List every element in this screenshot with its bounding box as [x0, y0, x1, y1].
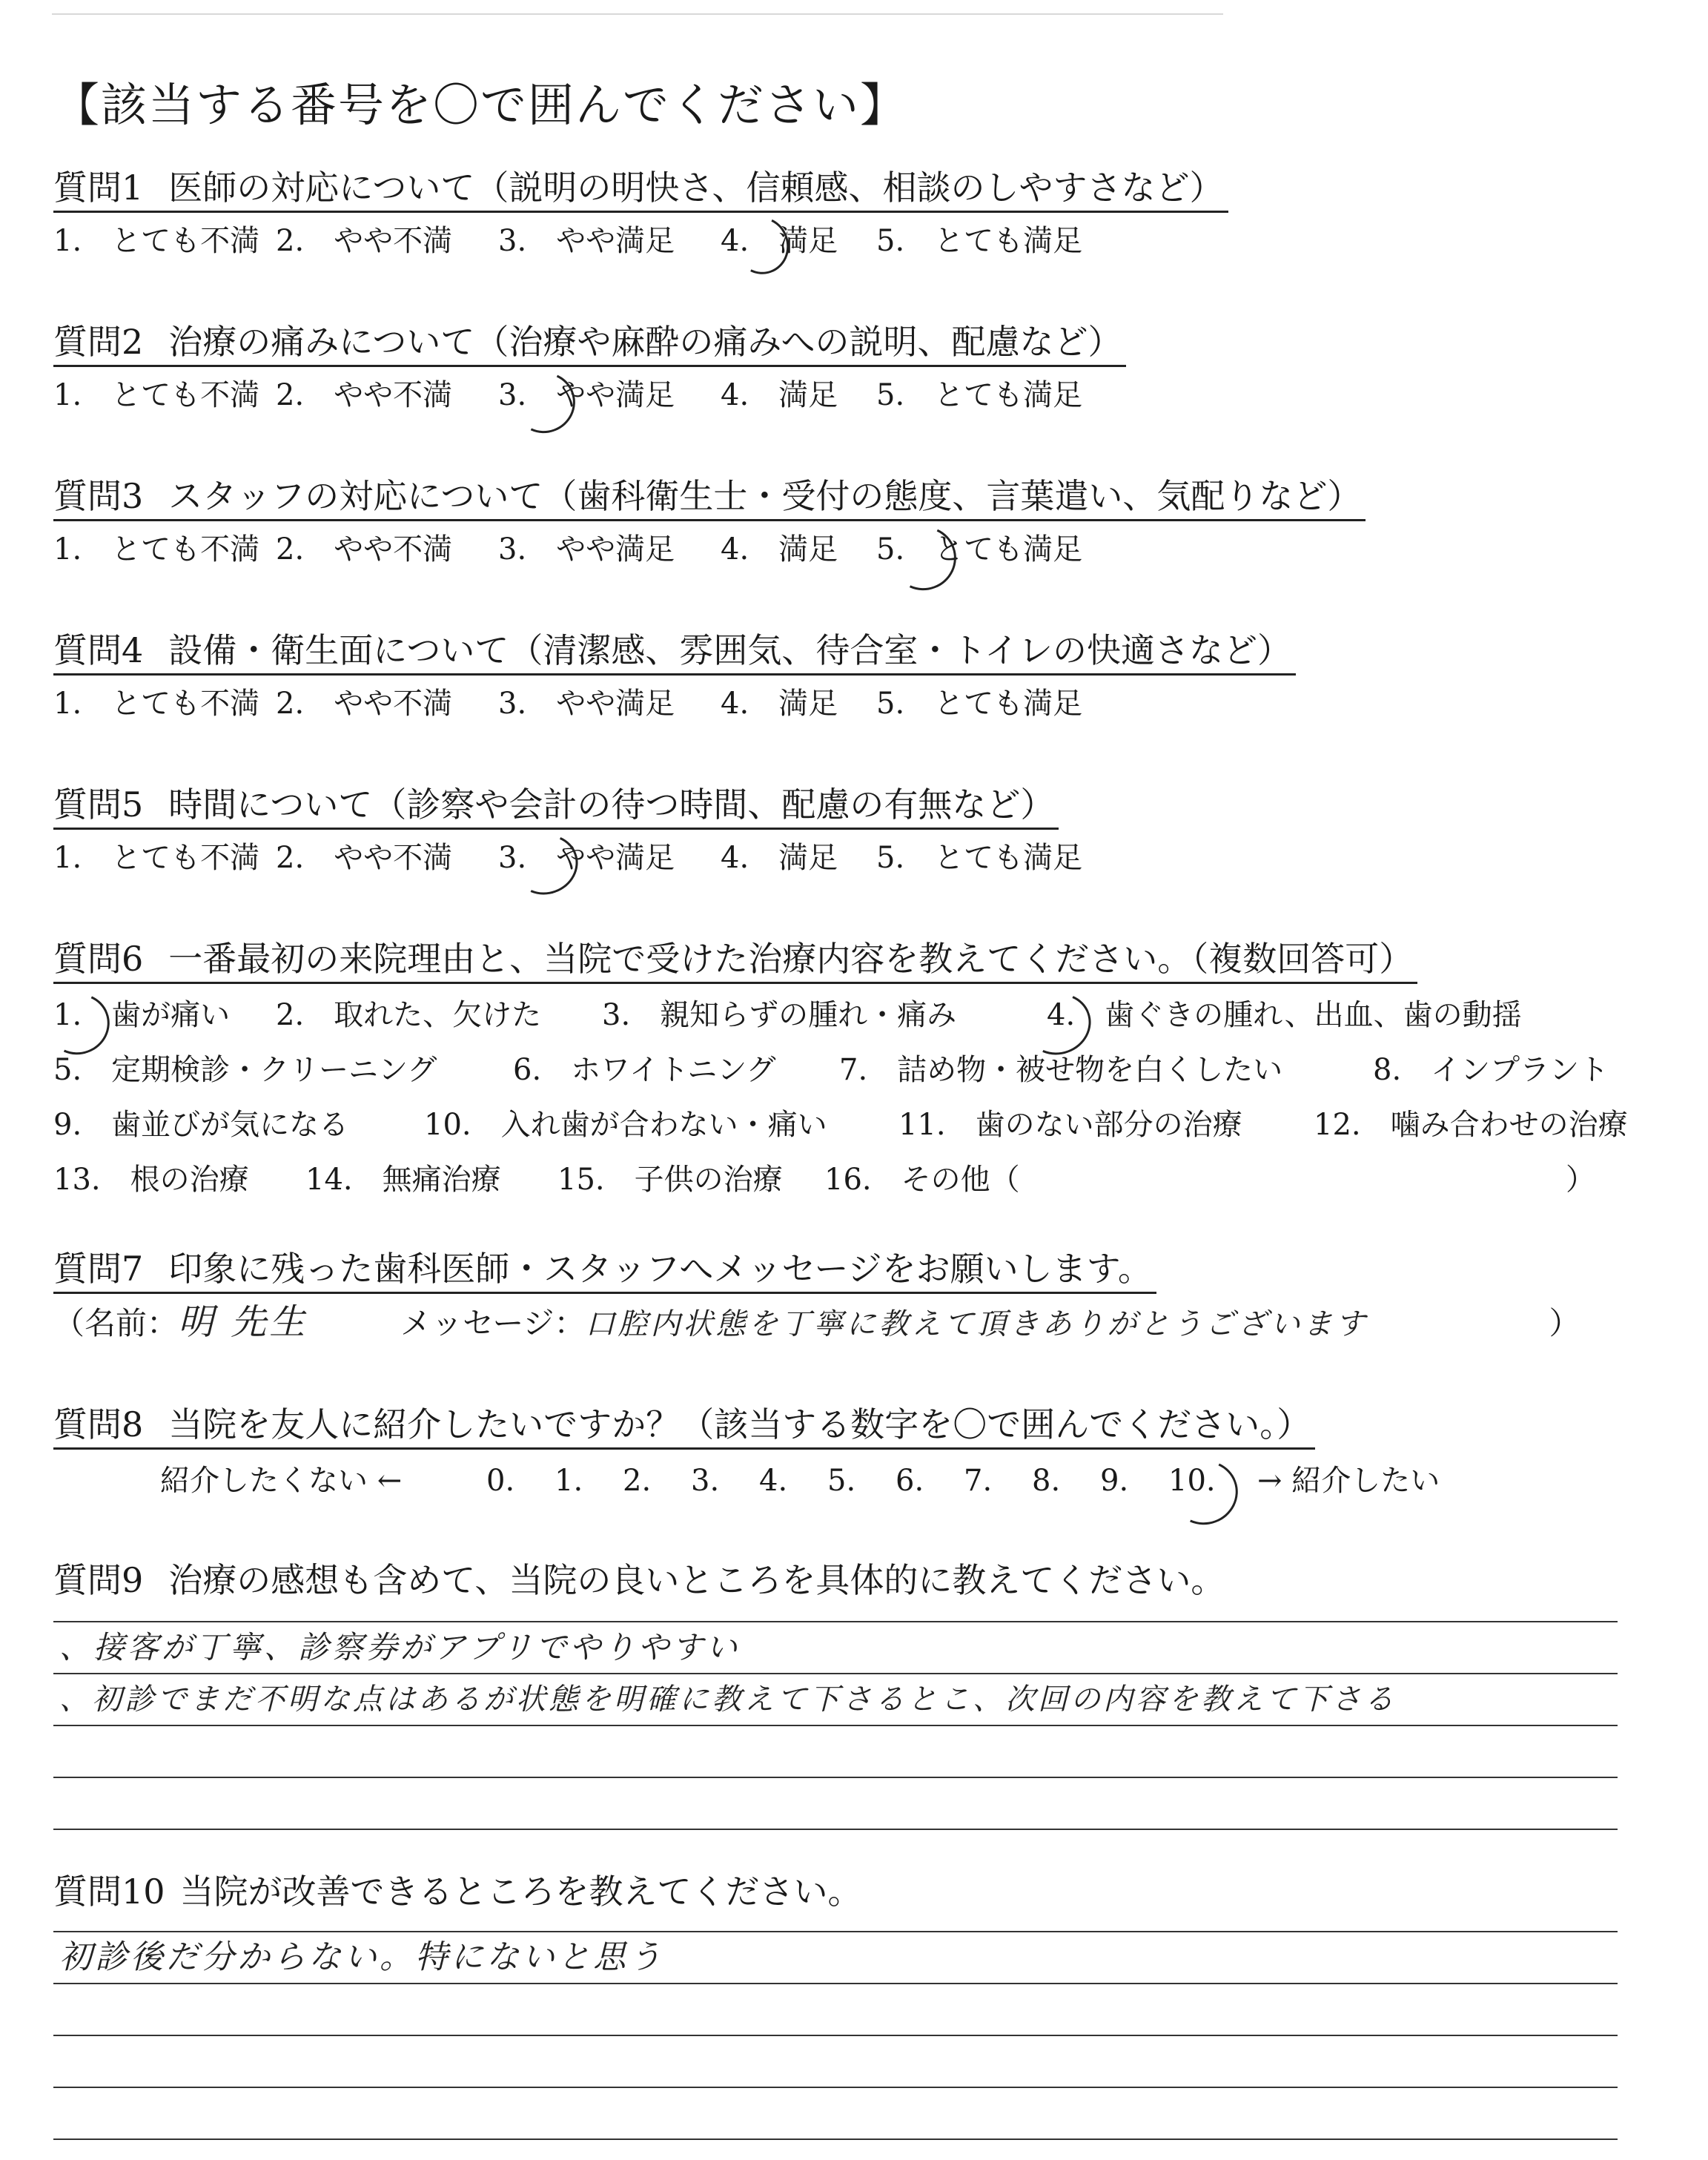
- question-5: [53, 782, 1082, 879]
- q8-scale-6[interactable]: 6.: [896, 1464, 924, 1498]
- question-7: [53, 1246, 1580, 1345]
- q8-scale-2[interactable]: 2.: [623, 1464, 652, 1498]
- q6-option-5[interactable]: 5. 定期検診・クリーニング: [53, 1053, 437, 1087]
- question-1-options: [53, 220, 1228, 262]
- q3-option-5-circled[interactable]: 5. とても満足: [876, 532, 1083, 567]
- q6-option-11[interactable]: 11. 歯のない部分の治療: [898, 1108, 1242, 1142]
- q6-option-7[interactable]: 7. 詰め物・被せ物を白くしたい: [839, 1053, 1283, 1087]
- question-8: [53, 1401, 1440, 1502]
- q6-option-6[interactable]: 6. ホワイトニング: [513, 1053, 776, 1087]
- q6-option-9[interactable]: 9. 歯並びが気になる: [53, 1108, 349, 1142]
- q6-option-12[interactable]: 12. 噛み合わせの治療: [1314, 1108, 1628, 1142]
- q4-option-5[interactable]: 5. とても満足: [876, 687, 1083, 721]
- question-6-title: [53, 936, 1417, 984]
- q1-option-4-circled[interactable]: 4. 満足: [721, 224, 838, 258]
- question-9-label: 質問9: [53, 1560, 144, 1600]
- question-9-title: [53, 1557, 1225, 1603]
- q3-option-2[interactable]: 2. やや不満: [276, 532, 453, 567]
- question-9-text: 治療の感想も含めて、当院の良いところを具体的に教えてください。: [168, 1560, 1225, 1600]
- q6-option-3[interactable]: 3. 親知らずの腫れ・痛み: [602, 998, 957, 1032]
- q8-scale-row: [160, 1460, 1440, 1502]
- q8-scale-9[interactable]: 9.: [1100, 1464, 1129, 1498]
- q6-option-10[interactable]: 10. 入れ歯が合わない・痛い: [424, 1108, 827, 1142]
- q7-close-paren: ）: [1549, 1305, 1580, 1341]
- question-2-label: 質問2: [53, 322, 144, 362]
- q9-answer-line-5: [53, 1829, 1618, 1830]
- q7-message-value[interactable]: 口腔内状態を丁寧に教えて頂きありがとうございます: [585, 1307, 1368, 1341]
- q10-answer-line-2: [53, 1983, 1618, 1984]
- q6-option-15[interactable]: 15. 子供の治療: [557, 1163, 783, 1197]
- q3-option-1[interactable]: 1. とても不満: [53, 532, 260, 567]
- question-6-text: 一番最初の来院理由と、当院で受けた治療内容を教えてください。（複数回答可）: [168, 939, 1414, 979]
- question-4-text: 設備・衛生面について（清潔感、雰囲気、待合室・トイレの快適さなど）: [168, 630, 1292, 670]
- q3-option-3[interactable]: 3. やや満足: [498, 532, 675, 567]
- q4-option-4[interactable]: 4. 満足: [721, 687, 838, 721]
- q10-answer-text-1[interactable]: 初診後だ分からない。特にないと思う: [59, 1938, 664, 1976]
- question-3: [53, 473, 1366, 570]
- q8-scale-1[interactable]: 1.: [555, 1464, 583, 1498]
- q6-row-4: [53, 1159, 1628, 1200]
- q8-scale-5[interactable]: 5.: [827, 1464, 856, 1498]
- q2-option-4[interactable]: 4. 満足: [721, 378, 838, 412]
- question-3-options: [53, 529, 1366, 570]
- question-10-label: 質問10: [53, 1872, 165, 1912]
- q7-message-label: メッセージ：: [400, 1305, 586, 1341]
- question-2-text: 治療の痛みについて（治療や麻酔の痛みへの説明、配慮など）: [168, 322, 1122, 362]
- question-3-label: 質問3: [53, 476, 144, 516]
- question-7-label: 質問7: [53, 1249, 144, 1289]
- question-1-label: 質問1: [53, 168, 144, 208]
- question-8-title: [53, 1401, 1315, 1450]
- question-4-title: [53, 627, 1296, 676]
- q8-scale-7[interactable]: 7.: [964, 1464, 993, 1498]
- q5-option-1[interactable]: 1. とても不満: [53, 841, 260, 875]
- q8-scale-3[interactable]: 3.: [691, 1464, 720, 1498]
- q9-answer-line-1: [53, 1621, 1618, 1622]
- q2-option-3-circled[interactable]: 3. やや満足: [498, 378, 675, 412]
- q7-name-value[interactable]: 明 先生: [178, 1301, 308, 1343]
- q5-option-3-circled[interactable]: 3. やや満足: [498, 841, 675, 875]
- q4-option-3[interactable]: 3. やや満足: [498, 687, 675, 721]
- question-5-title: [53, 782, 1059, 830]
- q1-option-2[interactable]: 2. やや不満: [276, 224, 453, 258]
- question-2: [53, 319, 1126, 416]
- q10-answer-line-3: [53, 2035, 1618, 2036]
- question-1-text: 医師の対応について（説明の明快さ、信頼感、相談のしやすさなど）: [168, 168, 1224, 208]
- question-3-title: [53, 473, 1366, 521]
- q1-option-3[interactable]: 3. やや満足: [498, 224, 675, 258]
- q8-scale-10-circled[interactable]: 10.: [1168, 1464, 1216, 1498]
- q6-option-16-other[interactable]: 16. その他（: [824, 1163, 1020, 1197]
- q6-option-14[interactable]: 14. 無痛治療: [305, 1163, 501, 1197]
- q6-row-3: [53, 1104, 1628, 1146]
- q10-answer-line-1: [53, 1931, 1618, 1932]
- instruction-header: 【該当する番号を〇で囲んでください】: [53, 78, 908, 132]
- question-6: [53, 936, 1628, 1200]
- q2-option-1[interactable]: 1. とても不満: [53, 378, 260, 412]
- question-8-text: 当院を友人に紹介したいですか？（該当する数字を〇で囲んでください。）: [168, 1404, 1311, 1444]
- q1-option-5[interactable]: 5. とても満足: [876, 224, 1083, 258]
- q6-option-4-circled[interactable]: 4. 歯ぐきの腫れ、出血、歯の動揺: [1047, 998, 1522, 1032]
- q2-option-5[interactable]: 5. とても満足: [876, 378, 1083, 412]
- q3-option-4[interactable]: 4. 満足: [721, 532, 838, 567]
- q10-answer-line-4: [53, 2087, 1618, 2088]
- question-10-title: [53, 1869, 862, 1915]
- q5-option-2[interactable]: 2. やや不満: [276, 841, 453, 875]
- question-10-text: 当院が改善できるところを教えてください。: [179, 1872, 862, 1912]
- question-7-text: 印象に残った歯科医師・スタッフへメッセージをお願いします。: [168, 1249, 1152, 1289]
- question-4: [53, 627, 1296, 724]
- q5-option-5[interactable]: 5. とても満足: [876, 841, 1083, 875]
- question-5-options: [53, 837, 1082, 879]
- question-8-label: 質問8: [53, 1404, 144, 1444]
- question-7-title: [53, 1246, 1156, 1294]
- q9-answer-text-1[interactable]: 、接客が丁寧、診察券がアプリでやりやすい: [59, 1629, 741, 1665]
- question-2-title: [53, 319, 1126, 367]
- q9-answer-line-2: [53, 1673, 1618, 1674]
- q9-answer-text-2[interactable]: 、初診でまだ不明な点はあるが状態を明確に教えて下さるとこ、次回の内容を教えて下さる: [59, 1682, 1397, 1717]
- top-divider: [52, 13, 1223, 15]
- q6-row-1: [53, 994, 1628, 1036]
- question-1-title: [53, 165, 1228, 213]
- q9-answer-line-3: [53, 1725, 1618, 1726]
- question-5-label: 質問5: [53, 785, 144, 825]
- question-3-text: スタッフの対応について（歯科衛生士・受付の態度、言葉遣い、気配りなど）: [168, 476, 1362, 516]
- question-10: [53, 1869, 862, 1915]
- q7-name-label: （名前：: [53, 1305, 179, 1341]
- question-9: [53, 1557, 1225, 1603]
- question-6-label: 質問6: [53, 939, 144, 979]
- q9-answer-line-4: [53, 1777, 1618, 1778]
- q4-option-1[interactable]: 1. とても不満: [53, 687, 260, 721]
- question-1: [53, 165, 1228, 262]
- question-4-options: [53, 683, 1296, 724]
- q8-scale-0[interactable]: 0.: [486, 1464, 515, 1498]
- q8-left-label: 紹介したくない ←: [160, 1464, 403, 1498]
- question-2-options: [53, 374, 1126, 416]
- q1-option-1[interactable]: 1. とても不満: [53, 224, 260, 258]
- q8-scale-8[interactable]: 8.: [1032, 1464, 1061, 1498]
- q8-scale-4[interactable]: 4.: [759, 1464, 788, 1498]
- q7-answer-row: [53, 1301, 1580, 1345]
- q6-option-8[interactable]: 8. インプラント: [1373, 1053, 1609, 1087]
- q6-option-13[interactable]: 13. 根の治療: [53, 1163, 249, 1197]
- q2-option-2[interactable]: 2. やや不満: [276, 378, 453, 412]
- q10-answer-line-5: [53, 2138, 1618, 2140]
- q6-option-2[interactable]: 2. 取れた、欠けた: [276, 998, 542, 1032]
- q4-option-2[interactable]: 2. やや不満: [276, 687, 453, 721]
- q6-option-1-circled[interactable]: 1. 歯が痛い: [53, 998, 231, 1032]
- question-4-label: 質問4: [53, 630, 144, 670]
- q6-row-2: [53, 1049, 1628, 1091]
- q8-right-label: → 紹介したい: [1257, 1464, 1440, 1498]
- q5-option-4[interactable]: 4. 満足: [721, 841, 838, 875]
- q6-option-16-close: ）: [1566, 1163, 1595, 1197]
- question-5-text: 時間について（診察や会計の待つ時間、配慮の有無など）: [168, 785, 1055, 825]
